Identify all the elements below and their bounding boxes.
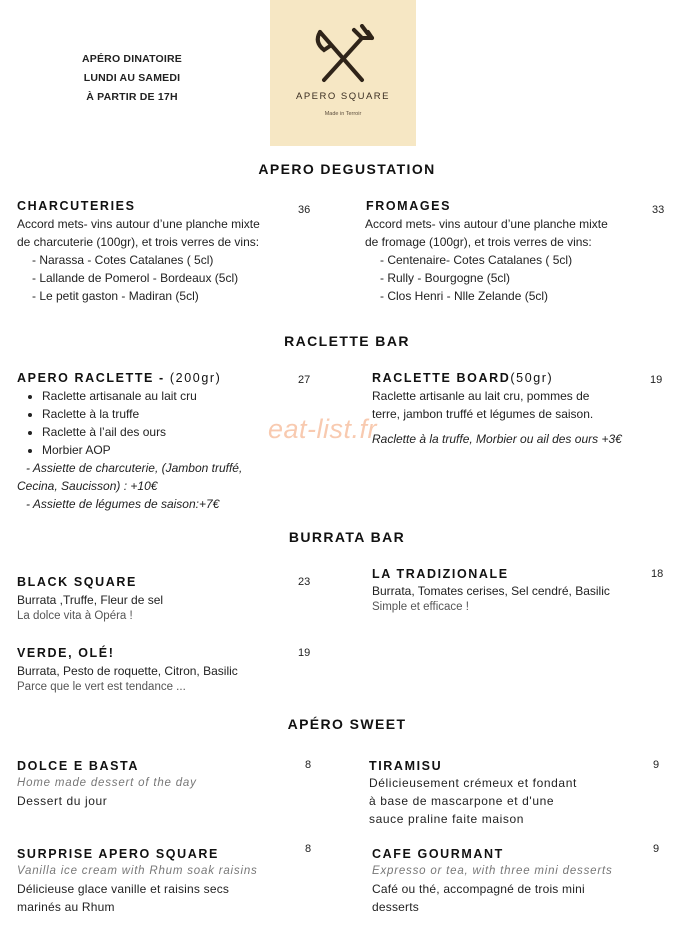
item-price-black-square: 23 [298,576,311,588]
section-title-burrata: BURRATA BAR [288,529,406,545]
item-description-black-square: Burrata ,Truffe, Fleur de sel [17,593,164,607]
item-description-apero-raclette [17,387,242,513]
wine-line: - Narassa - Cotes Catalanes ( 5cl) [32,253,214,267]
item-price-cafe-gourmant: 9 [653,843,660,855]
logo-title: APERO SQUARE [295,91,391,102]
description-line: sauce praline faite maison [369,812,525,826]
extra-line: Raclette à la truffe, Morbier ou ail des ours +3€ [372,432,622,446]
item-description-cafe-gourmant [372,880,585,916]
description-line: Délicieuse glace vanille et raisins secs [17,882,230,896]
wine-line: - Centenaire- Cotes Catalanes ( 5cl) [380,253,573,267]
description-line: Accord mets- vins autour d’une planche mixte [17,217,260,231]
item-price-apero-raclette: 27 [298,374,311,386]
item-subtitle-dolce-e-basta: Home made dessert of the day [17,777,197,789]
item-weight: (200gr) [169,371,222,385]
item-description-dolce-e-basta: Dessert du jour [17,794,108,808]
item-title-verde-ole: VERDE, OLÉ! [17,646,115,660]
item-description-tradizionale: Burrata, Tomates cerises, Sel cendré, Basilic [372,584,610,598]
item-title-fromages: FROMAGES [366,199,452,213]
extra-line: Cecina, Saucisson) : +10€ [17,479,158,493]
section-title-sweet: APÉRO SWEET [287,716,407,732]
item-tagline-tradizionale: Simple et efficace ! [372,601,469,613]
description-line: Délicieusement crémeux et fondant [369,776,577,790]
logo [270,0,416,146]
raclette-list [17,387,242,459]
item-price-tiramisu: 9 [653,759,660,771]
item-description-verde-ole: Burrata, Pesto de roquette, Citron, Basilic [17,664,238,678]
watermark: eat-list.fr [268,414,378,444]
item-title-charcuteries: CHARCUTERIES [17,199,136,213]
list-item: • Morbier AOP [42,441,242,459]
item-name: RACLETTE BOARD [372,371,511,385]
item-title-black-square: BLACK SQUARE [17,575,137,589]
list-item: • Raclette à la truffe [42,405,242,423]
item-title-cafe-gourmant: CAFE GOURMANT [372,847,504,861]
description-line: Raclette artisanle au lait cru, pommes de [372,389,590,403]
description-line: desserts [372,900,419,914]
item-title-tiramisu: TIRAMISU [369,759,443,773]
wine-line: - Le petit gaston - Madiran (5cl) [32,289,199,303]
tagline-line: LUNDI AU SAMEDI [83,72,181,84]
item-price-dolce-e-basta: 8 [305,759,312,771]
logo-subtitle: Made in Terroir [324,111,362,117]
item-price-raclette-board: 19 [650,374,663,386]
item-title-dolce-e-basta: DOLCE E BASTA [17,759,139,773]
description-line: terre, jambon truffé et légumes de saison. [372,407,594,421]
item-subtitle-cafe-gourmant: Expresso or tea, with three mini desserts [372,865,613,877]
item-price-fromages: 33 [652,204,665,216]
description-line: à base de mascarpone et d'une [369,794,555,808]
item-tagline-black-square: La dolce vita à Opéra ! [17,610,133,622]
item-description-raclette-board [372,387,622,448]
item-description-tiramisu [369,774,577,828]
item-tagline-verde-ole: Parce que le vert est tendance ... [17,681,186,693]
description-line: de fromage (100gr), et trois verres de vins: [365,235,592,249]
item-description-fromages [365,215,608,305]
section-title-degustation: APERO DEGUSTATION [258,161,436,177]
tagline-line: À PARTIR DE 17H [86,91,178,103]
extra-line: - Assiette de légumes de saison:+7€ [26,497,220,511]
item-title-surprise-apero-square: SURPRISE APERO SQUARE [17,847,219,861]
description-line: Café ou thé, accompagné de trois mini [372,882,585,896]
fork-knife-icon [310,24,376,84]
wine-line: - Clos Henri - Nlle Zelande (5cl) [380,289,549,303]
item-weight: (50gr) [510,371,554,385]
section-title-raclette: RACLETTE BAR [284,333,410,349]
item-price-verde-ole: 19 [298,647,311,659]
item-price-tradizionale: 18 [651,568,664,580]
item-subtitle-surprise-apero-square: Vanilla ice cream with Rhum soak raisins [17,865,258,877]
item-price-surprise-apero-square: 8 [305,843,312,855]
item-description-surprise-apero-square [17,880,229,916]
opening-tagline [62,50,202,107]
item-title-tradizionale: LA TRADIZIONALE [372,567,509,581]
item-price-charcuteries: 36 [298,204,311,216]
tagline-line: APÉRO DINATOIRE [81,53,183,65]
wine-line: - Lallande de Pomerol - Bordeaux (5cl) [32,271,239,285]
item-name: APERO RACLETTE - [17,371,170,385]
item-title-apero-raclette [17,370,221,386]
item-title-raclette-board [372,370,553,386]
extra-line: - Assiette de charcuterie, (Jambon truffé, [26,461,243,475]
list-item: • Raclette à l’ail des ours [42,423,242,441]
list-item: • Raclette artisanale au lait cru [42,387,242,405]
description-line: marinés au Rhum [17,900,115,914]
description-line: de charcuterie (100gr), et trois verres de vins: [17,235,260,249]
item-description-charcuteries [17,215,260,305]
description-line: Accord mets- vins autour d’une planche mixte [365,217,608,231]
wine-line: - Rully - Bourgogne (5cl) [380,271,511,285]
